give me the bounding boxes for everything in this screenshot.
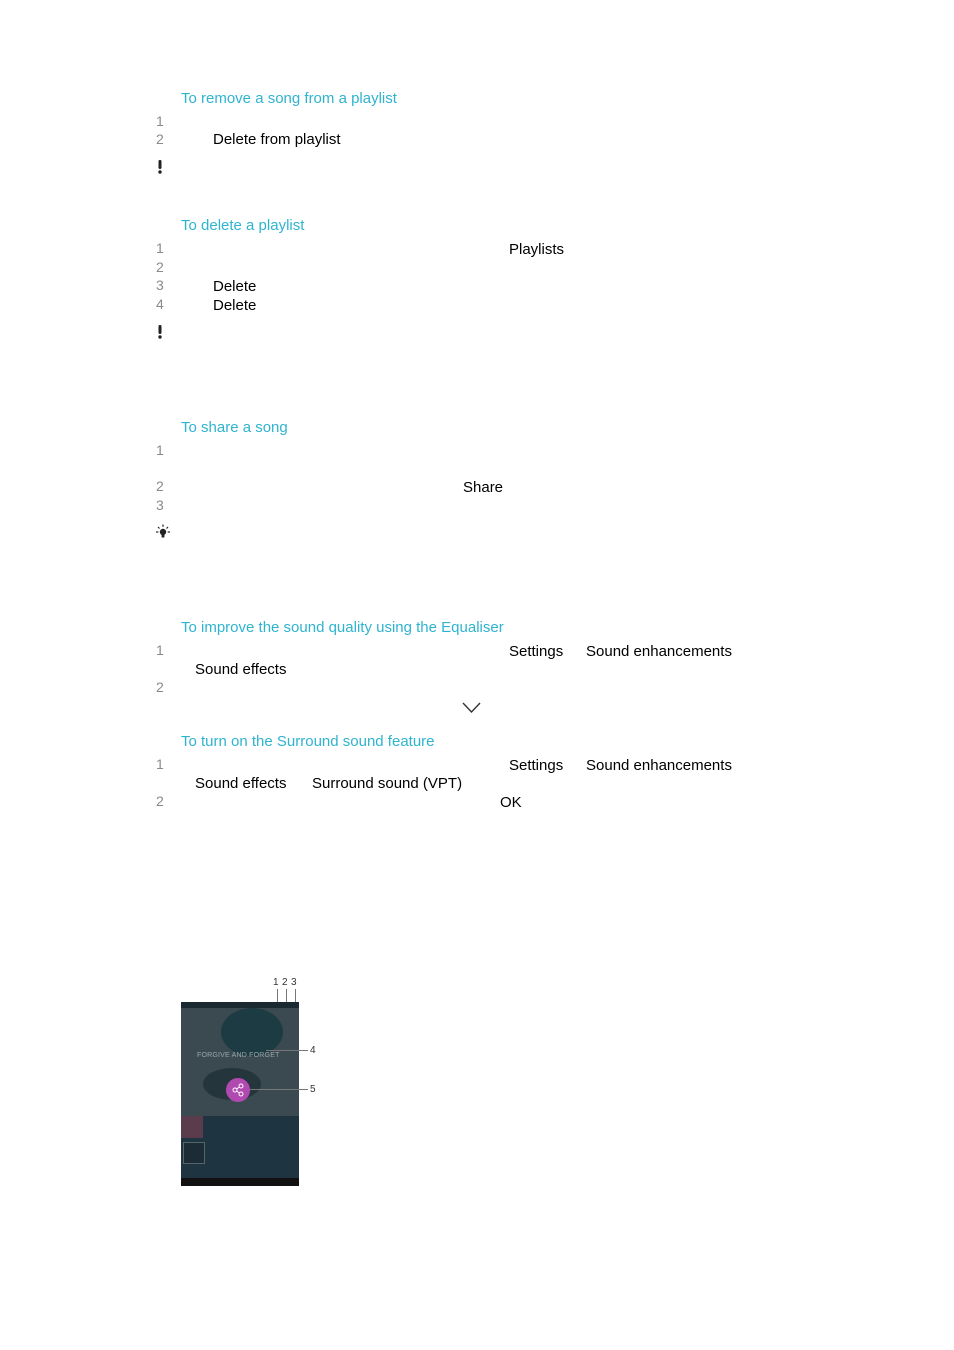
exclamation-icon [156, 324, 164, 340]
ui-term-sound-effects: Sound effects [195, 661, 287, 678]
song-title: FORGIVE AND FORGET [197, 1052, 280, 1059]
track-thumbnail [181, 1116, 203, 1138]
ui-term-delete: Delete [213, 278, 257, 295]
step-number: 1 [156, 240, 164, 256]
section-heading-remove-song: To remove a song from a playlist [181, 90, 397, 107]
callout-line [266, 1050, 308, 1051]
step-number: 1 [156, 113, 164, 129]
callout-line [250, 1089, 308, 1090]
ui-term-share: Share [463, 479, 504, 496]
step-number: 2 [156, 478, 164, 494]
album-art-shape [221, 1008, 283, 1056]
step-number: 1 [156, 442, 164, 458]
step-number: 1 [156, 642, 164, 658]
ui-term-ok: OK [500, 794, 522, 811]
callout-number: 1 [273, 977, 279, 988]
callout-number: 4 [310, 1045, 316, 1056]
track-thumbnail [183, 1142, 205, 1164]
section-heading-surround-sound: To turn on the Surround sound feature [181, 733, 435, 750]
callout-number: 3 [291, 977, 297, 988]
lightbulb-icon [155, 524, 171, 540]
chevron-down-icon [462, 702, 481, 714]
step-number: 2 [156, 793, 164, 809]
exclamation-icon [156, 159, 164, 175]
ui-term-settings: Settings [509, 757, 564, 774]
ui-term-sound-enhancements: Sound enhancements [586, 643, 732, 660]
ui-term-settings: Settings [509, 643, 564, 660]
ui-term-delete-from-playlist: Delete from playlist [213, 131, 341, 148]
share-button[interactable] [226, 1078, 250, 1102]
share-icon [226, 1078, 250, 1102]
navigation-bar [181, 1178, 299, 1186]
step-number: 3 [156, 277, 164, 293]
callout-number: 5 [310, 1084, 316, 1095]
step-number: 4 [156, 296, 164, 312]
callout-number: 2 [282, 977, 288, 988]
step-number: 2 [156, 259, 164, 275]
section-heading-delete-playlist: To delete a playlist [181, 217, 305, 234]
ui-term-surround-sound: Surround sound (VPT) [312, 775, 463, 792]
step-number: 1 [156, 756, 164, 772]
ui-term-playlists: Playlists [509, 241, 565, 258]
step-number: 3 [156, 497, 164, 513]
step-number: 2 [156, 679, 164, 695]
phone-screen [181, 1002, 299, 1186]
section-heading-share-song: To share a song [181, 419, 288, 436]
step-number: 2 [156, 131, 164, 147]
ui-term-delete: Delete [213, 297, 257, 314]
section-heading-equaliser: To improve the sound quality using the Equaliser [181, 619, 504, 636]
ui-term-sound-enhancements: Sound enhancements [586, 757, 732, 774]
ui-term-sound-effects: Sound effects [195, 775, 287, 792]
status-bar [181, 1002, 299, 1008]
